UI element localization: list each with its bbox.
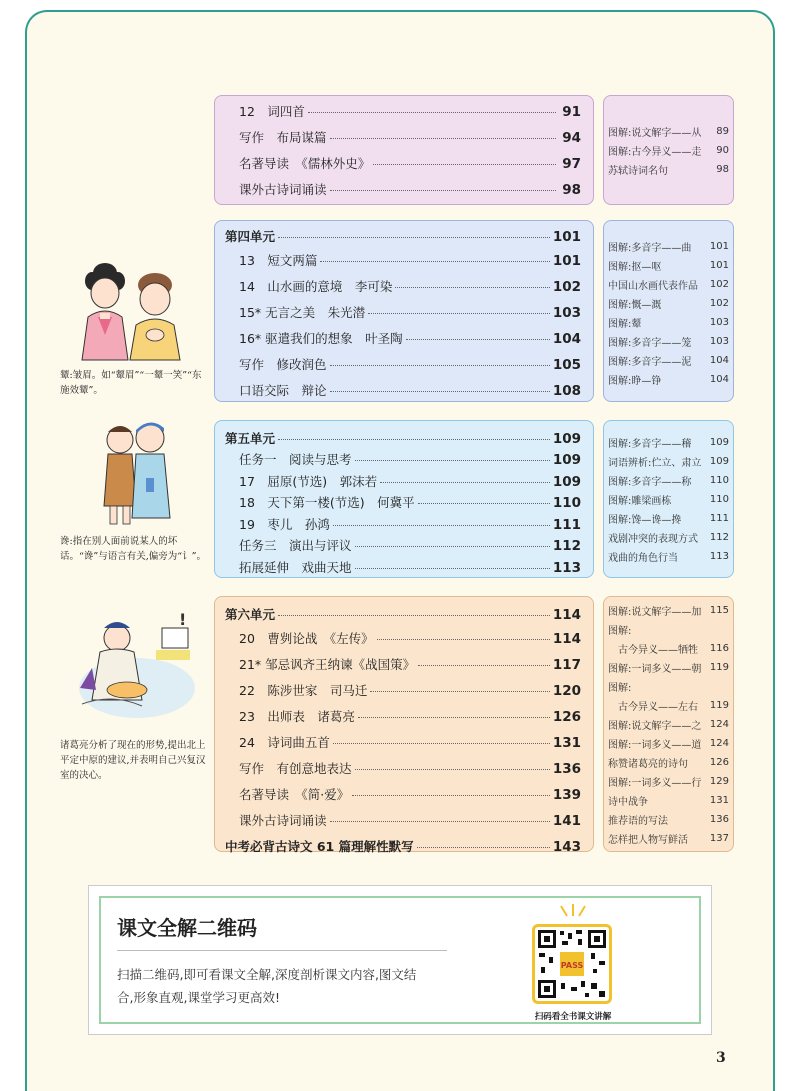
toc-box-unit3-end bbox=[214, 95, 594, 205]
side-entry-text: 图解: bbox=[608, 683, 632, 694]
toc-entry-page: 102 bbox=[552, 279, 581, 295]
toc-entry[interactable] bbox=[225, 381, 581, 407]
leader-dots bbox=[330, 391, 550, 392]
side-entry[interactable] bbox=[608, 313, 729, 332]
toc-entry-label: 名著导读 《儒林外史》 bbox=[239, 156, 371, 171]
side-entry-page: 113 bbox=[709, 551, 729, 562]
side-entry[interactable] bbox=[608, 141, 729, 160]
toc-entry-page: 98 bbox=[562, 182, 581, 198]
side-entry[interactable] bbox=[608, 696, 729, 715]
side-entry-page: 103 bbox=[709, 317, 729, 328]
side-entry-page: 98 bbox=[716, 164, 729, 175]
side-entry-page: 137 bbox=[709, 833, 729, 844]
caption-pin: 颦:皱眉。如“颦眉”“一颦一笑”“东施效颦”。 bbox=[60, 370, 202, 396]
side-entry-page: 103 bbox=[709, 336, 729, 347]
side-box-unit3-end bbox=[603, 95, 734, 205]
toc-unit-heading[interactable] bbox=[225, 429, 581, 450]
side-entry-text: 图解:慨—溉 bbox=[608, 300, 662, 311]
toc-entry[interactable] bbox=[225, 102, 581, 128]
toc-entry[interactable] bbox=[225, 355, 581, 381]
toc-entry-page: 101 bbox=[552, 253, 581, 269]
leader-dots bbox=[355, 460, 550, 461]
side-entry[interactable] bbox=[608, 351, 729, 370]
side-entry-text: 图解:说文解字——之 bbox=[608, 721, 702, 732]
toc-entry-label: 写作 布局谋篇 bbox=[239, 130, 327, 145]
side-entry-text: 图解:多音字——稽 bbox=[608, 439, 692, 450]
side-entry-text: 图解:睁—铮 bbox=[608, 376, 662, 387]
side-entry-page: 101 bbox=[709, 260, 729, 271]
qr-panel bbox=[88, 885, 712, 1035]
side-entry-text: 推荐语的写法 bbox=[608, 816, 668, 827]
leader-dots bbox=[320, 261, 549, 262]
side-entry-text: 图解:多音字——笼 bbox=[608, 338, 692, 349]
leader-dots bbox=[278, 615, 550, 616]
toc-unit-heading[interactable] bbox=[225, 227, 581, 251]
side-entry-text: 图解:雕梁画栋 bbox=[608, 496, 672, 507]
toc-entry-page: 136 bbox=[552, 761, 581, 777]
leader-dots bbox=[368, 313, 550, 314]
toc-entry-page: 131 bbox=[552, 735, 581, 751]
leader-dots bbox=[418, 665, 550, 666]
side-entry-text: 中国山水画代表作品 bbox=[608, 281, 698, 292]
toc-entry-page: 97 bbox=[562, 156, 581, 172]
toc-entry-page: 111 bbox=[552, 516, 581, 533]
toc-entry-page: 109 bbox=[552, 473, 581, 490]
side-entry-text: 戏剧冲突的表现方式 bbox=[608, 534, 698, 545]
leader-dots bbox=[330, 190, 556, 191]
side-entry-text: 称赞诸葛亮的诗句 bbox=[608, 759, 688, 770]
side-entry-page: 90 bbox=[716, 145, 729, 156]
toc-entry-label: 16* 驱遣我们的想象 叶圣陶 bbox=[239, 331, 403, 346]
toc-entry-page: 108 bbox=[552, 383, 581, 399]
leader-dots bbox=[333, 525, 550, 526]
side-entry[interactable] bbox=[608, 772, 729, 791]
toc-entry-label: 23 出师表 诸葛亮 bbox=[239, 709, 355, 724]
toc-entry-label: 24 诗词曲五首 bbox=[239, 735, 330, 750]
side-entry-page: 102 bbox=[709, 298, 729, 309]
side-entry-text: 戏曲的角色行当 bbox=[608, 553, 678, 564]
side-entry-page: 124 bbox=[709, 738, 729, 749]
qr-inner-frame bbox=[99, 896, 701, 1024]
toc-entry-page: 112 bbox=[552, 538, 581, 554]
toc-entry-page: 109 bbox=[552, 452, 581, 468]
toc-entry[interactable] bbox=[225, 629, 581, 655]
side-entry[interactable] bbox=[608, 160, 729, 179]
toc-entry-label: 任务一 阅读与思考 bbox=[239, 452, 352, 467]
toc-entry[interactable] bbox=[225, 536, 581, 558]
toc-entry-label: 拓展延伸 戏曲天地 bbox=[239, 559, 352, 575]
divider bbox=[117, 950, 447, 951]
toc-entry-label: 写作 有创意地表达 bbox=[239, 761, 352, 776]
side-box-unit4 bbox=[603, 220, 734, 402]
side-entry-page: 126 bbox=[709, 757, 729, 768]
side-entry-page: 131 bbox=[709, 795, 729, 806]
toc-entry[interactable] bbox=[225, 558, 581, 580]
leader-dots bbox=[358, 717, 550, 718]
toc-entry[interactable] bbox=[225, 251, 581, 277]
toc-entry[interactable] bbox=[225, 154, 581, 180]
leader-dots bbox=[330, 138, 556, 139]
leader-dots bbox=[355, 546, 550, 547]
leader-dots bbox=[395, 287, 549, 288]
caption-chan: 谗:指在别人面前说某人的坏话。“谗”与语言有关,偏旁为“讠”。 bbox=[60, 536, 206, 562]
side-box-unit5 bbox=[603, 420, 734, 578]
leader-dots bbox=[406, 339, 550, 340]
toc-entry[interactable] bbox=[225, 811, 581, 837]
toc-entry[interactable] bbox=[225, 450, 581, 472]
toc-entry-label: 21* 邹忌讽齐王纳谏《战国策》 bbox=[239, 657, 416, 672]
side-entry[interactable] bbox=[608, 275, 729, 294]
toc-entry-label: 20 曹刿论战 《左传》 bbox=[239, 631, 374, 646]
svg-text:!: ! bbox=[179, 610, 187, 629]
side-entry-page: 115 bbox=[709, 605, 729, 616]
toc-entry-page: 105 bbox=[552, 357, 581, 373]
toc-entry-label: 22 陈涉世家 司马迁 bbox=[239, 683, 368, 698]
toc-entry[interactable] bbox=[225, 277, 581, 303]
side-entry-text: 古今异义——左右 bbox=[608, 702, 698, 713]
side-entry-page: 116 bbox=[709, 643, 729, 654]
leader-dots bbox=[418, 503, 550, 504]
side-entry-text: 图解:多音字——称 bbox=[608, 477, 692, 488]
leader-dots bbox=[330, 365, 550, 366]
toc-entry-label: 18 天下第一楼(节选) 何冀平 bbox=[239, 495, 415, 510]
toc-footer-entry[interactable] bbox=[225, 837, 581, 861]
leader-dots bbox=[352, 795, 550, 796]
side-entry-page: 101 bbox=[709, 241, 729, 252]
side-entry[interactable] bbox=[608, 509, 729, 528]
leader-dots bbox=[330, 821, 550, 822]
toc-entry[interactable] bbox=[225, 472, 581, 494]
leader-dots bbox=[308, 112, 556, 113]
side-entry-page: 129 bbox=[709, 776, 729, 787]
illustration-frowning-ladies bbox=[70, 255, 195, 365]
leader-dots bbox=[373, 164, 556, 165]
toc-entry-label: 17 屈原(节选) 郭沫若 bbox=[239, 473, 378, 489]
side-entry-page: 110 bbox=[709, 494, 729, 505]
side-entry-text: 图解:多音字——泥 bbox=[608, 357, 692, 368]
leader-dots bbox=[333, 743, 550, 744]
toc-entry-label: 写作 修改润色 bbox=[239, 357, 327, 372]
toc-entry-page: 120 bbox=[552, 683, 581, 699]
leader-dots bbox=[380, 482, 550, 483]
side-entry[interactable] bbox=[608, 528, 729, 547]
side-entry[interactable] bbox=[608, 658, 729, 677]
toc-entry-label: 课外古诗词诵读 bbox=[239, 182, 327, 197]
side-entry-text: 图解:说文解字——加 bbox=[608, 607, 702, 618]
qr-label: 扫码看全书课文讲解 bbox=[534, 1012, 612, 1022]
toc-entry[interactable] bbox=[225, 759, 581, 785]
side-entry[interactable] bbox=[608, 810, 729, 829]
illustration-slander-scene bbox=[90, 418, 180, 530]
side-entry-page: 104 bbox=[709, 355, 729, 366]
toc-entry-label: 课外古诗词诵读 bbox=[239, 813, 327, 828]
side-entry[interactable] bbox=[608, 332, 729, 351]
side-entry[interactable] bbox=[608, 829, 729, 848]
toc-entry-label: 14 山水画的意境 李可染 bbox=[239, 279, 393, 294]
side-entry-page: 136 bbox=[709, 814, 729, 825]
side-entry[interactable] bbox=[608, 620, 729, 639]
toc-unit-label: 第四单元 bbox=[225, 229, 276, 244]
toc-entry-page: 139 bbox=[552, 787, 581, 803]
side-entry-text: 诗中战争 bbox=[608, 797, 648, 808]
side-entry-page: 111 bbox=[709, 513, 729, 524]
toc-entry[interactable] bbox=[225, 329, 581, 355]
toc-entry-page: 104 bbox=[552, 331, 581, 347]
side-entry-text: 古今异义——牺牲 bbox=[608, 645, 698, 656]
toc-unit-label: 第六单元 bbox=[225, 607, 276, 622]
sparkle-icon bbox=[553, 902, 593, 920]
side-entry-text: 图解:多音字——曲 bbox=[608, 243, 692, 254]
side-entry[interactable] bbox=[608, 791, 729, 810]
side-entry[interactable] bbox=[608, 547, 729, 566]
toc-entry-label: 19 枣儿 孙鸿 bbox=[239, 516, 330, 532]
side-entry[interactable] bbox=[608, 715, 729, 734]
toc-entry-page: 110 bbox=[552, 495, 581, 511]
side-entry-text: 图解: bbox=[608, 626, 632, 637]
side-entry-text: 图解:说文解字——从 bbox=[608, 128, 702, 139]
toc-footer-page: 143 bbox=[552, 839, 581, 855]
side-entry-text: 图解:抠—呕 bbox=[608, 262, 662, 273]
toc-unit-page: 101 bbox=[552, 229, 581, 245]
side-entry-text: 图解:一词多义——朝 bbox=[608, 664, 702, 675]
toc-entry-label: 任务三 演出与评议 bbox=[239, 538, 352, 553]
toc-footer-label: 中考必背古诗文 61 篇理解性默写 bbox=[225, 839, 414, 854]
toc-entry-page: 94 bbox=[562, 130, 581, 146]
side-entry-text: 图解:一词多义——行 bbox=[608, 778, 702, 789]
toc-entry[interactable] bbox=[225, 785, 581, 811]
toc-entry[interactable] bbox=[225, 180, 581, 206]
side-entry-page: 109 bbox=[709, 437, 729, 448]
toc-entry-page: 126 bbox=[552, 709, 581, 725]
toc-entry[interactable] bbox=[225, 681, 581, 707]
side-entry-page: 89 bbox=[716, 126, 729, 137]
toc-entry-label: 12 词四首 bbox=[239, 104, 305, 119]
side-entry-text: 怎样把人物写鲜活 bbox=[608, 835, 688, 846]
toc-entry-page: 91 bbox=[562, 104, 581, 120]
side-entry[interactable] bbox=[608, 294, 729, 313]
toc-entry-page: 113 bbox=[552, 559, 581, 576]
toc-entry-page: 141 bbox=[552, 813, 581, 829]
leader-dots bbox=[278, 237, 550, 238]
illustration-zhuge-liang bbox=[72, 608, 202, 723]
toc-entry[interactable] bbox=[225, 707, 581, 733]
toc-entry-page: 117 bbox=[552, 657, 581, 673]
side-entry[interactable] bbox=[608, 452, 729, 471]
toc-box-unit4 bbox=[214, 220, 594, 402]
side-box-unit6 bbox=[603, 596, 734, 852]
side-entry[interactable] bbox=[608, 753, 729, 772]
qr-badge: PASS bbox=[560, 961, 584, 970]
leader-dots bbox=[377, 639, 550, 640]
side-entry[interactable] bbox=[608, 490, 729, 509]
toc-entry-page: 103 bbox=[552, 305, 581, 321]
side-entry[interactable] bbox=[608, 677, 729, 696]
qr-code-pattern bbox=[535, 927, 609, 1001]
toc-entry[interactable] bbox=[225, 303, 581, 329]
side-entry-page: 110 bbox=[709, 475, 729, 486]
toc-entry[interactable] bbox=[225, 655, 581, 681]
toc-entry-label: 名著导读 《简·爱》 bbox=[239, 787, 350, 802]
side-entry[interactable] bbox=[608, 122, 729, 141]
toc-entry-label: 口语交际 辩论 bbox=[239, 383, 327, 398]
side-entry[interactable] bbox=[608, 471, 729, 490]
side-entry[interactable] bbox=[608, 256, 729, 275]
side-entry-page: 102 bbox=[709, 279, 729, 290]
caption-zhuge: 诸葛亮分析了现在的形势,提出北上平定中原的建议,并表明自己兴复汉室的决心。 bbox=[60, 740, 206, 781]
toc-unit-page: 114 bbox=[552, 607, 581, 623]
leader-dots bbox=[417, 847, 550, 848]
qr-code[interactable] bbox=[532, 924, 612, 1004]
side-entry-page: 119 bbox=[709, 662, 729, 673]
toc-box-unit6 bbox=[214, 596, 594, 855]
side-entry-text: 词语辨析:伫立、肃立 bbox=[608, 458, 702, 469]
side-entry-page: 109 bbox=[709, 456, 729, 467]
side-entry[interactable] bbox=[608, 734, 729, 753]
side-entry-text: 图解:颦 bbox=[608, 319, 642, 330]
toc-entry[interactable] bbox=[225, 493, 581, 515]
toc-entry-label: 13 短文两篇 bbox=[239, 253, 318, 268]
side-entry-text: 图解:馋—谗—搀 bbox=[608, 515, 682, 526]
toc-box-unit5 bbox=[214, 420, 594, 578]
side-entry[interactable] bbox=[608, 601, 729, 620]
leader-dots bbox=[370, 691, 549, 692]
side-entry-text: 图解:一词多义——道 bbox=[608, 740, 702, 751]
toc-entry[interactable] bbox=[225, 733, 581, 759]
side-entry[interactable] bbox=[608, 370, 729, 389]
side-entry[interactable] bbox=[608, 639, 729, 658]
leader-dots bbox=[355, 769, 550, 770]
toc-unit-heading[interactable] bbox=[225, 605, 581, 629]
qr-title: 课文全解二维码 bbox=[117, 916, 257, 940]
page-number: 3 bbox=[716, 1050, 726, 1066]
toc-entry[interactable] bbox=[225, 128, 581, 154]
toc-unit-label: 第五单元 bbox=[225, 431, 276, 446]
side-entry[interactable] bbox=[608, 237, 729, 256]
leader-dots bbox=[278, 439, 550, 440]
side-entry[interactable] bbox=[608, 433, 729, 452]
qr-description: 扫描二维码,即可看课文全解,深度剖析课文内容,图文结合,形象直观,课堂学习更高效! bbox=[117, 967, 417, 1005]
side-entry-page: 104 bbox=[709, 374, 729, 385]
toc-entry-label: 15* 无言之美 朱光潜 bbox=[239, 305, 366, 320]
side-entry-page: 124 bbox=[709, 719, 729, 730]
side-entry-page: 112 bbox=[709, 532, 729, 543]
toc-unit-page: 109 bbox=[552, 431, 581, 447]
leader-dots bbox=[355, 568, 550, 569]
side-entry-text: 图解:古今异义——走 bbox=[608, 147, 702, 158]
toc-entry[interactable] bbox=[225, 515, 581, 537]
side-entry-text: 苏轼诗词名句 bbox=[608, 166, 668, 177]
side-entry-page: 119 bbox=[709, 700, 729, 711]
toc-entry-page: 114 bbox=[552, 631, 581, 647]
